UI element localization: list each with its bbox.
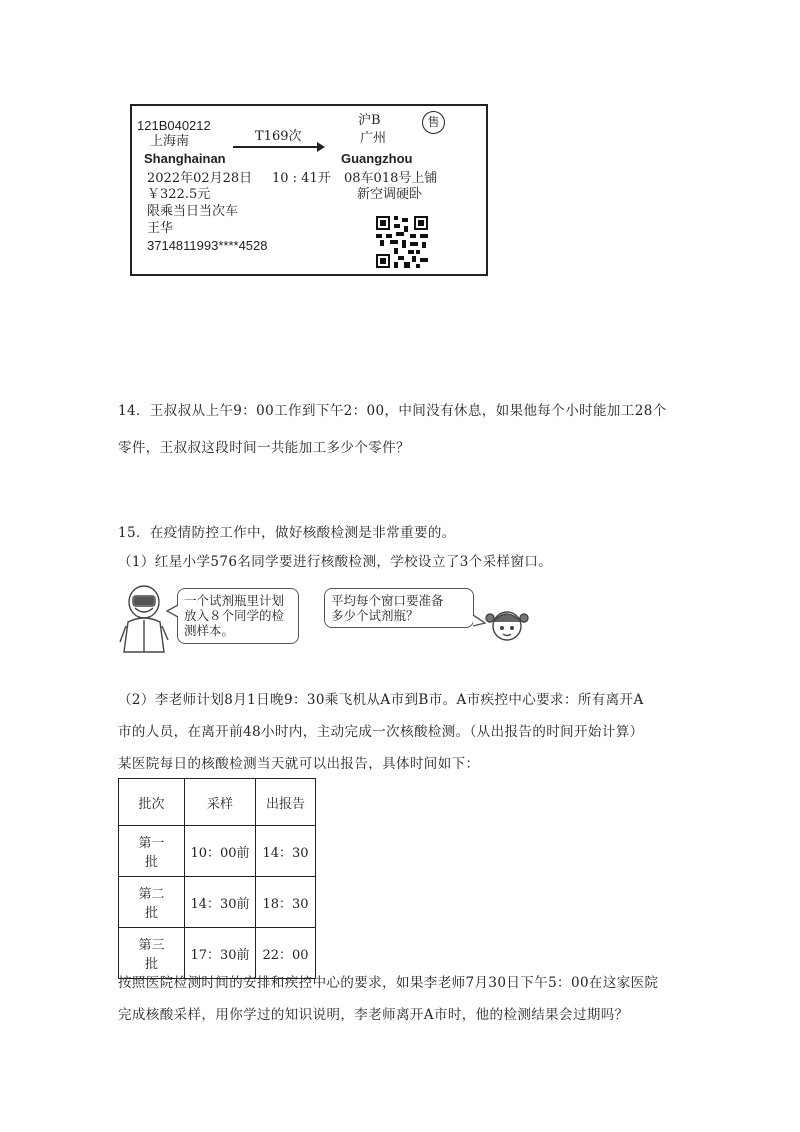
speech-bubble-right xyxy=(324,588,474,628)
table-row xyxy=(119,928,316,979)
report-time-cell: 14：30 xyxy=(256,826,316,877)
question-15-part-2-line-1: （2）李老师计划8月1日晚9：30乘飞机从A市到B市。A市疾控中心要求：所有离开A xyxy=(118,692,644,708)
question-15-title: 15．在疫情防控工作中，做好核酸检测是非常重要的。 xyxy=(118,525,456,541)
sold-stamp: 售 xyxy=(422,111,445,134)
header-report: 出报告 xyxy=(256,779,316,826)
health-worker-illustration xyxy=(118,582,170,654)
seat-info: 08车018号上铺 xyxy=(344,171,438,186)
table-row xyxy=(119,826,316,877)
departure-date: 2022年02月28日 xyxy=(147,171,253,186)
bubble-left-line-2: 放入８个同学的检 xyxy=(184,608,285,623)
destination-station-cn: 广州 xyxy=(360,131,387,146)
table-header-row xyxy=(119,779,316,826)
header-batch: 批次 xyxy=(119,779,185,826)
question-15-part-2-line-3: 某医院每日的核酸检测当天就可以出报告，具体时间如下： xyxy=(118,756,480,772)
bubble-left-line-1: 一个试剂瓶里计划 xyxy=(184,593,285,608)
table-row xyxy=(119,877,316,928)
report-time-cell: 18：30 xyxy=(256,877,316,928)
question-15-final-line-2: 完成核酸采样，用你学过的知识说明，李老师离开A市时，他的检测结果会过期吗？ xyxy=(118,1007,629,1023)
destination-station-en: Guangzhou xyxy=(341,151,413,166)
question-15-final-line-1: 按照医院检测时间的安排和疾控中心的要求，如果李老师7月30日下午5：00在这家医院 xyxy=(118,975,659,991)
bubble-right-line-2: 多少个试剂瓶？ xyxy=(331,608,419,623)
ticket-number: 121B040212 xyxy=(137,118,211,133)
question-14-line-2: 零件，王叔叔这段时间一共能加工多少个零件？ xyxy=(118,440,410,456)
destination-prefix: 沪B xyxy=(358,113,381,128)
testing-schedule-table xyxy=(118,778,316,979)
sample-time-cell: 17：30前 xyxy=(185,928,256,979)
arrow-head-icon xyxy=(317,142,325,152)
train-number: T169次 xyxy=(255,129,302,144)
bubble-right-line-1: 平均每个窗口要准备 xyxy=(331,593,444,608)
batch-cell: 第三 批 xyxy=(119,928,185,979)
qr-code-icon xyxy=(376,216,428,268)
departure-station-en: Shanghainan xyxy=(144,151,226,166)
departure-time: 10 : 41开 xyxy=(272,171,331,186)
ticket-note: 限乘当日当次车 xyxy=(147,204,239,219)
question-14-line-1: 14．王叔叔从上午9：00工作到下午2：00，中间没有休息，如果他每个小时能加工28个 xyxy=(118,403,667,419)
passenger-name: 王华 xyxy=(147,221,174,236)
batch-cell: 第二 批 xyxy=(119,877,185,928)
speech-bubble-left xyxy=(177,588,299,644)
bubble-left-line-3: 测样本。 xyxy=(184,623,235,638)
batch-cell: 第一 批 xyxy=(119,826,185,877)
header-sampling: 采样 xyxy=(185,779,256,826)
route-arrow xyxy=(233,146,319,148)
question-15-part-2-line-2: 市的人员，在离开前48小时内，主动完成一次核酸检测。（从出报告的时间开始计算） xyxy=(118,724,644,740)
sample-time-cell: 14：30前 xyxy=(185,877,256,928)
ticket-price: ￥322.5元 xyxy=(147,187,211,202)
passenger-id: 3714811993****4528 xyxy=(147,238,268,253)
departure-station-cn: 上海南 xyxy=(150,134,190,149)
sample-time-cell: 10：00前 xyxy=(185,826,256,877)
student-girl-illustration xyxy=(484,604,530,646)
bubble-left-tail xyxy=(166,604,179,618)
question-15-part-1: （1）红星小学576名同学要进行核酸检测，学校设立了3个采样窗口。 xyxy=(118,554,553,570)
report-time-cell: 22：00 xyxy=(256,928,316,979)
seat-class: 新空调硬卧 xyxy=(357,187,423,202)
